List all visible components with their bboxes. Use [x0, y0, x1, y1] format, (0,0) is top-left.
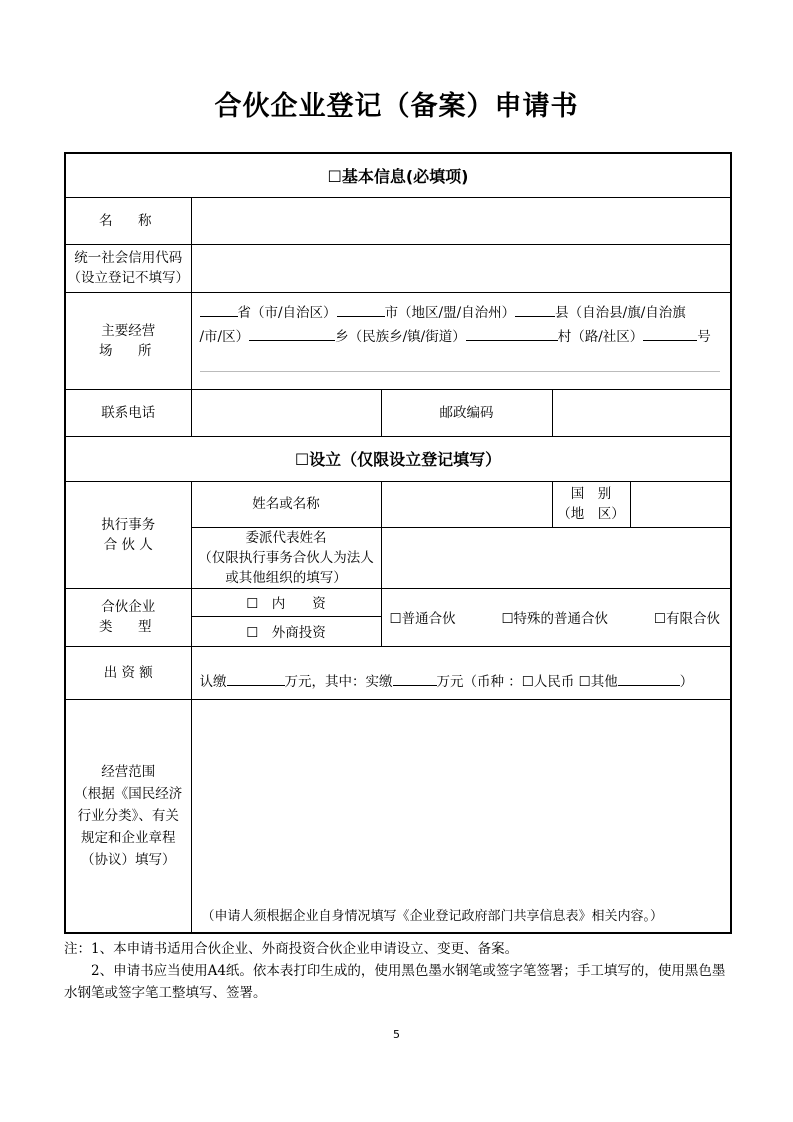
application-form-table: [64, 152, 732, 934]
phone-label: 联系电话: [65, 389, 191, 436]
country-label: 国 别 （地 区）: [552, 481, 630, 527]
partnership-type-options: [381, 588, 731, 646]
enterprise-type-label: 合伙企业 类 型: [65, 588, 191, 646]
general-partnership-checkbox[interactable]: ☐普通合伙: [389, 611, 456, 627]
limited-partnership-checkbox[interactable]: ☐有限合伙: [653, 611, 721, 627]
exec-partner-name-field[interactable]: [381, 481, 552, 527]
premises-label: 主要经营 场 所: [65, 292, 191, 389]
credit-code-field[interactable]: [191, 244, 731, 292]
delegate-label: 委派代表姓名 （仅限执行事务合伙人为法人或其他组织的填写）: [191, 527, 381, 588]
name-label: 名 称: [65, 197, 191, 244]
page-title: 合伙企业登记（备案）申请书: [214, 91, 579, 122]
name-field[interactable]: [191, 197, 731, 244]
credit-code-label: 统一社会信用代码 （设立登记不填写）: [65, 244, 191, 292]
business-scope-label: 经营范围 （根据《国民经济 行业分类》、有关 规定和企业章程 （协议）填写）: [65, 699, 191, 933]
page-number: 5: [393, 1028, 400, 1041]
premises-address-field[interactable]: 省（市/自治区） 市（地区/盟/自治州） 县（自治县/旗/自治旗 /市/区） 乡（民族乡/镇/街道） 村（路/社区） 号: [191, 292, 731, 389]
footnotes: [64, 938, 730, 1004]
capital-label: 出 资 额: [65, 646, 191, 699]
phone-field[interactable]: [191, 389, 381, 436]
footnote-1: 注：1、本申请书适用合伙企业、外商投资合伙企业申请设立、变更、备案。: [64, 941, 519, 957]
section-header-basic-info: ☐基本信息(必填项): [65, 153, 731, 197]
footnote-2: 2、申请书应当使用A4纸。依本表打印生成的，使用黑色墨水钢笔或签字笔签署；手工填写的，使用黑色墨水钢笔或签字笔工整填写、签署。: [64, 963, 726, 1001]
capital-field[interactable]: 认缴 万元，其中：实缴 万元（币种 ：☐人民币 ☐其他 ）: [191, 646, 731, 699]
postcode-field[interactable]: [552, 389, 731, 436]
section-header-setup: ☐设立（仅限设立登记填写）: [65, 436, 731, 481]
name-or-title-label: 姓名或名称: [191, 481, 381, 527]
exec-partner-label: 执行事务 合 伙 人: [65, 481, 191, 588]
domestic-checkbox[interactable]: ☐ 内 资: [191, 588, 381, 616]
scope-note: （申请人须根据企业自身情况填写《企业登记政府部门共享信息表》相关内容。）: [201, 909, 664, 924]
delegate-field[interactable]: [381, 527, 731, 588]
postcode-label: 邮政编码: [381, 389, 552, 436]
foreign-investment-checkbox[interactable]: ☐ 外商投资: [191, 616, 381, 646]
special-general-partnership-checkbox[interactable]: ☐特殊的普通合伙: [501, 611, 609, 627]
business-scope-field[interactable]: [191, 699, 731, 933]
country-field[interactable]: [630, 481, 731, 527]
